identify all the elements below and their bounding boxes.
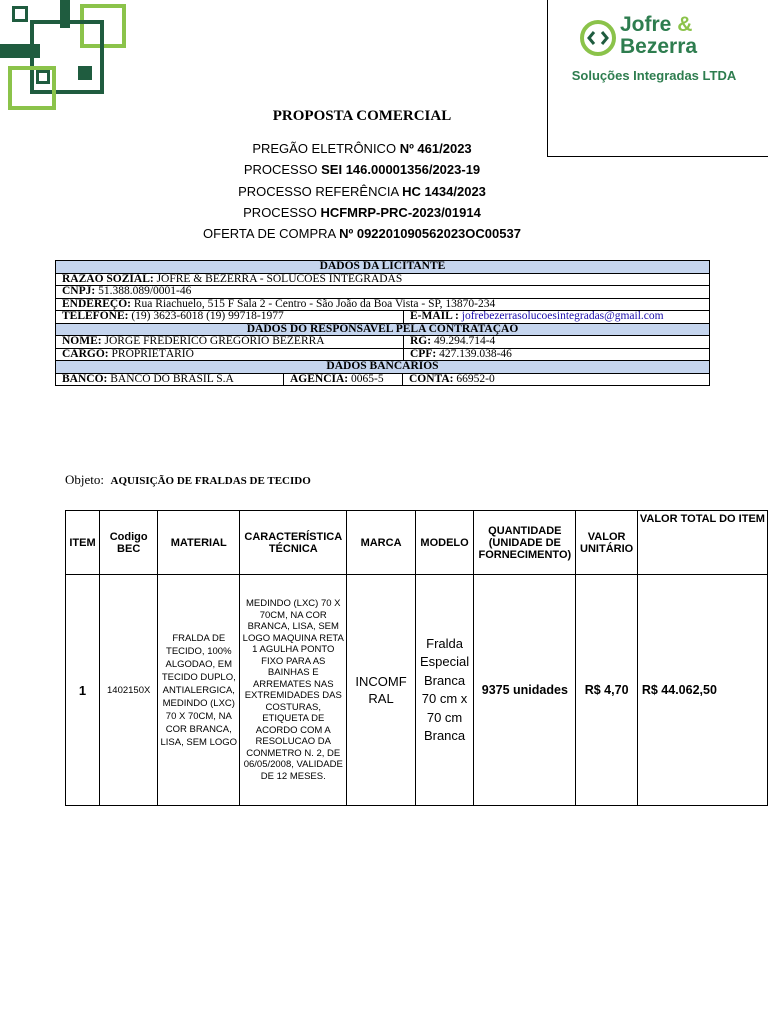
col-modelo: MODELO — [415, 511, 473, 575]
col-valor-total: VALOR TOTAL DO ITEM — [637, 511, 767, 575]
row-endereco: ENDEREÇO: Rua Riachuelo, 515 F Sala 2 - Centro - São João da Boa Vista - SP, 13870-234 — [56, 299, 709, 312]
cell-quantidade: 9375 unidades — [474, 575, 576, 806]
row-razao-social: RAZÃO SOZIAL: JOFRE & BEZERRA - SOLUCOES INTEGRADAS — [56, 274, 709, 287]
col-marca: MARCA — [347, 511, 416, 575]
cell-marca: INCOMFRAL — [347, 575, 416, 806]
cell-material: FRALDA DE TECIDO, 100% ALGODAO, EM TECIDO DUPLO, ANTIALERGICA, MEDINDO (LXC) 70 X 70CM, NA COR BRANCA, LISA, SEM LOGO — [158, 575, 240, 806]
row-banco: BANCO: BANCO DO BRASIL S.A AGENCIA: 0065-5 CONTA: 66952-0 — [62, 373, 495, 385]
section-responsavel: DADOS DO RESPONSAVEL PELA CONTRATAÇÃO — [56, 324, 709, 337]
section-dados-bancarios: DADOS BANCARIOS — [56, 361, 709, 374]
row-cargo-cpf: CARGO: PROPRIETÁRIO CPF: 427.139.038-46 — [56, 349, 709, 362]
decor-square-7 — [36, 70, 50, 84]
row-nome-rg: NOME: JORGE FREDERICO GREGORIO BEZERRA RG: 49.294.714-4 — [56, 336, 709, 349]
col-item: ITEM — [66, 511, 100, 575]
col-caracteristica: CARACTERÍSTICA TÉCNICA — [240, 511, 347, 575]
company-logo-name: Jofre & Bezerra — [620, 13, 698, 58]
row-cnpj: CNPJ: 51.388.089/0001-46 — [56, 286, 709, 299]
licitante-table — [55, 260, 710, 386]
decor-square-8 — [78, 66, 92, 80]
decor-square-5 — [0, 44, 40, 58]
items-table — [65, 510, 768, 806]
col-codigo-bec: Codigo BEC — [100, 511, 158, 575]
document-title: PROPOSTA COMERCIAL — [272, 108, 452, 124]
cell-valor-unitario: R$ 4,70 — [576, 575, 637, 806]
header-line-processo-hcfmrp: PROCESSO HCFMRP-PRC-2023/01914 — [243, 205, 481, 220]
email-link[interactable]: jofrebezerrasolucoesintegradas@gmail.com — [458, 311, 664, 322]
row-telefone-email: TELEFONE: (19) 3623-6018 (19) 99718-1977 E-MAIL : jofrebezerrasolucoesintegradas@gmail.com — [56, 311, 709, 324]
col-material: MATERIAL — [158, 511, 240, 575]
cell-item: 1 — [66, 575, 100, 806]
table-row — [66, 575, 768, 806]
logo-diamond-icon — [580, 20, 616, 56]
col-quantidade: QUANTIDADE (UNIDADE DE FORNECIMENTO) — [474, 511, 576, 575]
company-tagline: Soluções Integradas LTDA — [571, 68, 737, 83]
col-valor-unitario: VALOR UNITÁRIO — [576, 511, 637, 575]
cell-modelo: Fralda Especial Branca 70 cm x 70 cm Branca — [415, 575, 473, 806]
header-line-processo-sei: PROCESSO SEI 146.00001356/2023-19 — [243, 162, 481, 177]
section-dados-licitante: DADOS DA LICITANTE — [56, 261, 709, 274]
cell-valor-total: R$ 44.062,50 — [637, 575, 767, 806]
cell-codigo: 1402150X — [100, 575, 158, 806]
decor-square-1 — [12, 6, 28, 22]
header-line-processo-ref: PROCESSO REFERÊNCIA HC 1434/2023 — [238, 184, 486, 199]
header-line-pregao: PREGÃO ELETRÔNICO Nº 461/2023 — [252, 141, 472, 156]
objeto-line: Objeto: AQUISIÇÃO DE FRALDAS DE TECIDO — [65, 472, 311, 487]
cell-caracteristica: MEDINDO (LXC) 70 X 70CM, NA COR BRANCA, LISA, SEM LOGO MAQUINA RETA 1 AGULHA PONTO FIXO PARA AS BAINHAS E ARREMATES NAS EXTREMIDADES DAS COSTURAS, ETIQUETA DE ACORDO COM A RESOLUCAO DA CONMETRO N. 2, DE 06/05/2008, VALIDADE DE 12 MESES. — [240, 575, 347, 806]
header-line-oferta: OFERTA DE COMPRA Nº 092201090562023OC00537 — [203, 226, 521, 241]
